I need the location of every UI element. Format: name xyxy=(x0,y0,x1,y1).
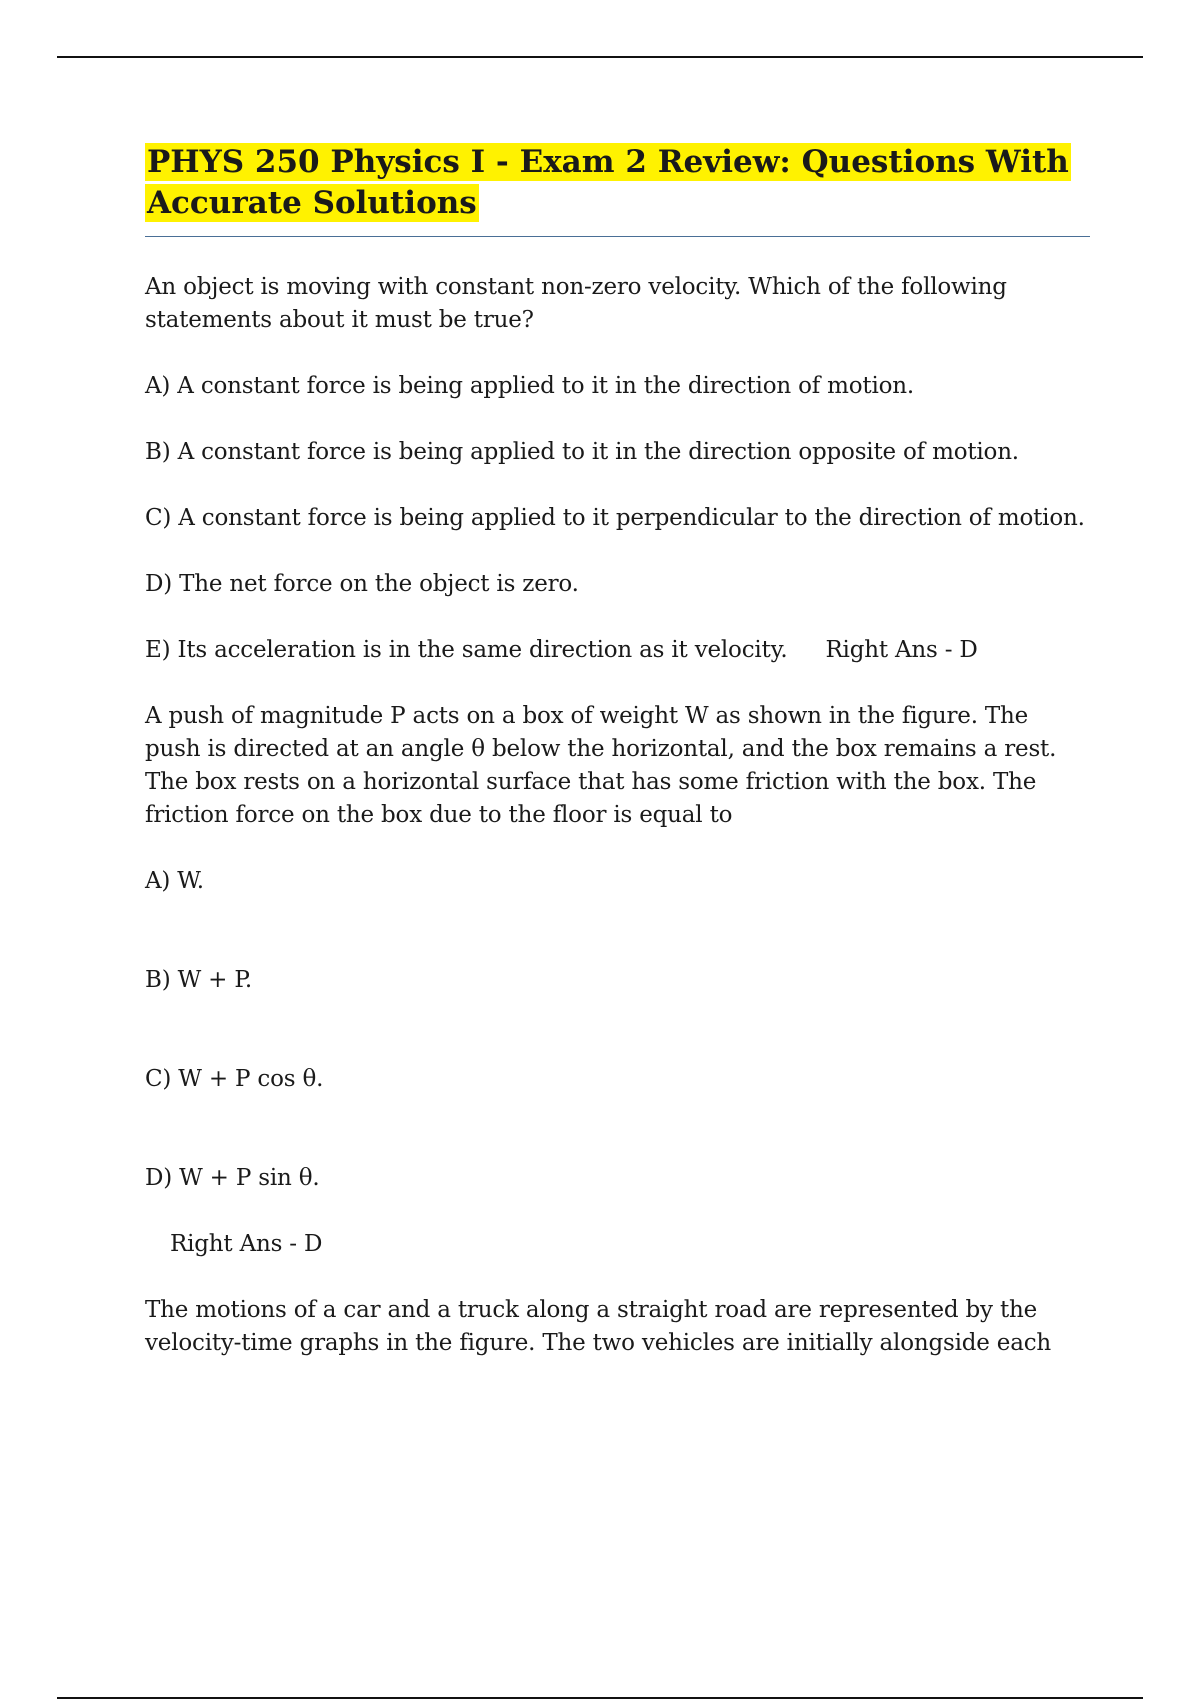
question-1-option-b: B) A constant force is being applied to it in the direction opposite of motion. xyxy=(145,439,1019,465)
question-2-option-a: A) W. xyxy=(145,868,204,894)
question-1-answer: Right Ans - D xyxy=(825,637,978,663)
title-highlight: PHYS 250 Physics I - Exam 2 Review: Questions With Accurate Solutions xyxy=(147,144,1069,221)
question-3-prompt: The motions of a car and a truck along a straight road are represented by the velocity-time graphs in the figure. The two vehicles are initially alongside each xyxy=(145,1297,1052,1356)
question-2-option-b: B) W + P. xyxy=(145,967,253,993)
page-bottom-rule xyxy=(57,1697,1143,1699)
title-underline xyxy=(145,236,1090,237)
question-1-option-c: C) A constant force is being applied to it perpendicular to the direction of motion. xyxy=(145,505,1085,531)
document-body xyxy=(145,142,1090,1360)
question-1-option-e-line xyxy=(145,634,1090,667)
document-title xyxy=(145,142,1090,224)
question-1-prompt: An object is moving with constant non-zero velocity. Which of the following statements about it must be true? xyxy=(145,274,1007,333)
question-2-answer: Right Ans - D xyxy=(170,1231,323,1257)
question-1-option-a: A) A constant force is being applied to it in the direction of motion. xyxy=(145,373,914,399)
question-2-option-d: D) W + P sin θ. xyxy=(145,1165,320,1191)
question-1-option-e: E) Its acceleration is in the same direction as it velocity. xyxy=(145,637,788,663)
question-1-option-d: D) The net force on the object is zero. xyxy=(145,571,579,597)
question-2-prompt: A push of magnitude P acts on a box of weight W as shown in the figure. The push is directed at an angle θ below the horizontal, and the box remains a rest. The box rests on a horizontal surface that has some friction with the box. The friction force on the box due to the floor is equal to xyxy=(145,703,1057,828)
page-top-rule xyxy=(57,56,1143,58)
question-2-option-c: C) W + P cos θ. xyxy=(145,1066,324,1092)
